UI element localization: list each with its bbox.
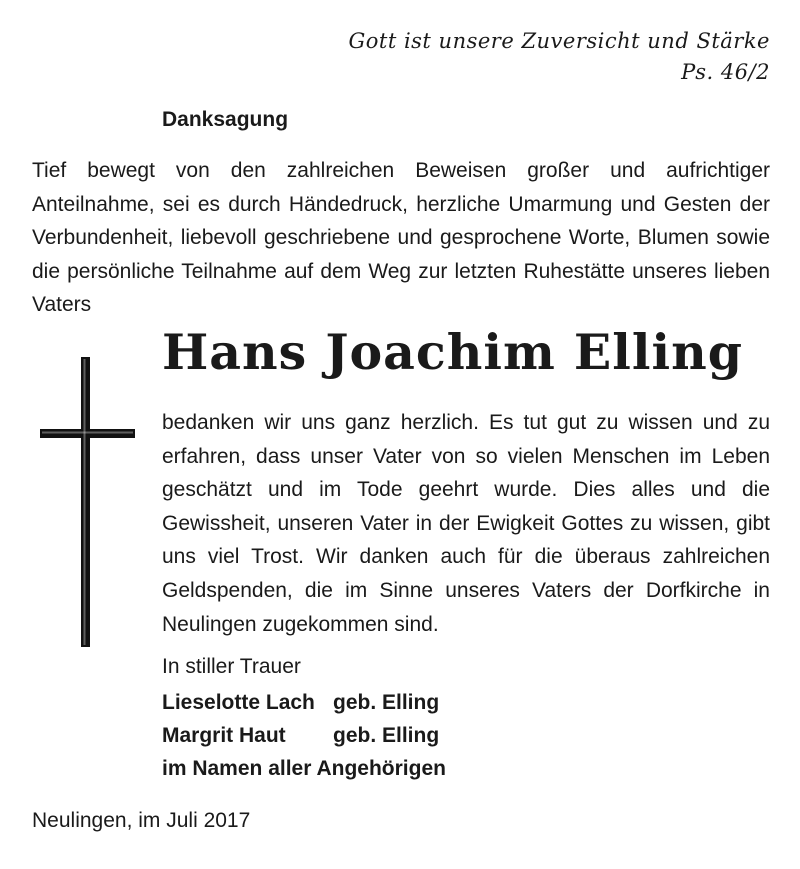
signer-row	[162, 686, 446, 719]
cross-icon	[40, 357, 135, 647]
signer-note: geb. Elling	[333, 724, 440, 747]
signers-closing: im Namen aller Angehörigen	[162, 757, 446, 780]
place-date: Neulingen, im Juli 2017	[32, 809, 251, 832]
deceased-name: Hans Joachim Elling	[162, 323, 743, 381]
thanks-paragraph: bedanken wir uns ganz herzlich. Es tut gut zu wissen und zu erfahren, dass unser Vater von so vielen Menschen im Leben geschätzt und im Tode geehrt wurde. Dies alles und die Gewissheit, unseren Vater in der Ewigkeit Gottes zu wissen, gibt uns viel Trost. Wir danken auch für die überaus zahlreichen Geldspenden, die im Sinne unseres Vaters der Dorfkirche in Neulingen zugekommen sind.	[162, 411, 770, 636]
signer-name: Lieselotte Lach	[162, 691, 315, 714]
verse-reference: Ps. 46/2	[681, 60, 770, 84]
signer-row	[162, 719, 446, 752]
bible-verse	[348, 26, 770, 88]
verse-text: Gott ist unsere Zuversicht und Stärke	[348, 29, 770, 53]
signers-block	[162, 686, 446, 785]
signer-name: Margrit Haut	[162, 724, 286, 747]
page-title: Danksagung	[162, 108, 289, 131]
intro-paragraph: Tief bewegt von den zahlreichen Beweisen großer und aufrichtiger Anteilnahme, sei es durch Händedruck, herzliche Umarmung und Gesten der Verbundenheit, liebevoll geschriebene und gesprochene Worte, Blumen sowie die persönliche Teilnahme auf dem Weg zur letzten Ruhestätte unseres lieben Vaters	[32, 159, 770, 317]
mourning-line: In stiller Trauer	[162, 655, 301, 678]
signer-note: geb. Elling	[333, 691, 440, 714]
